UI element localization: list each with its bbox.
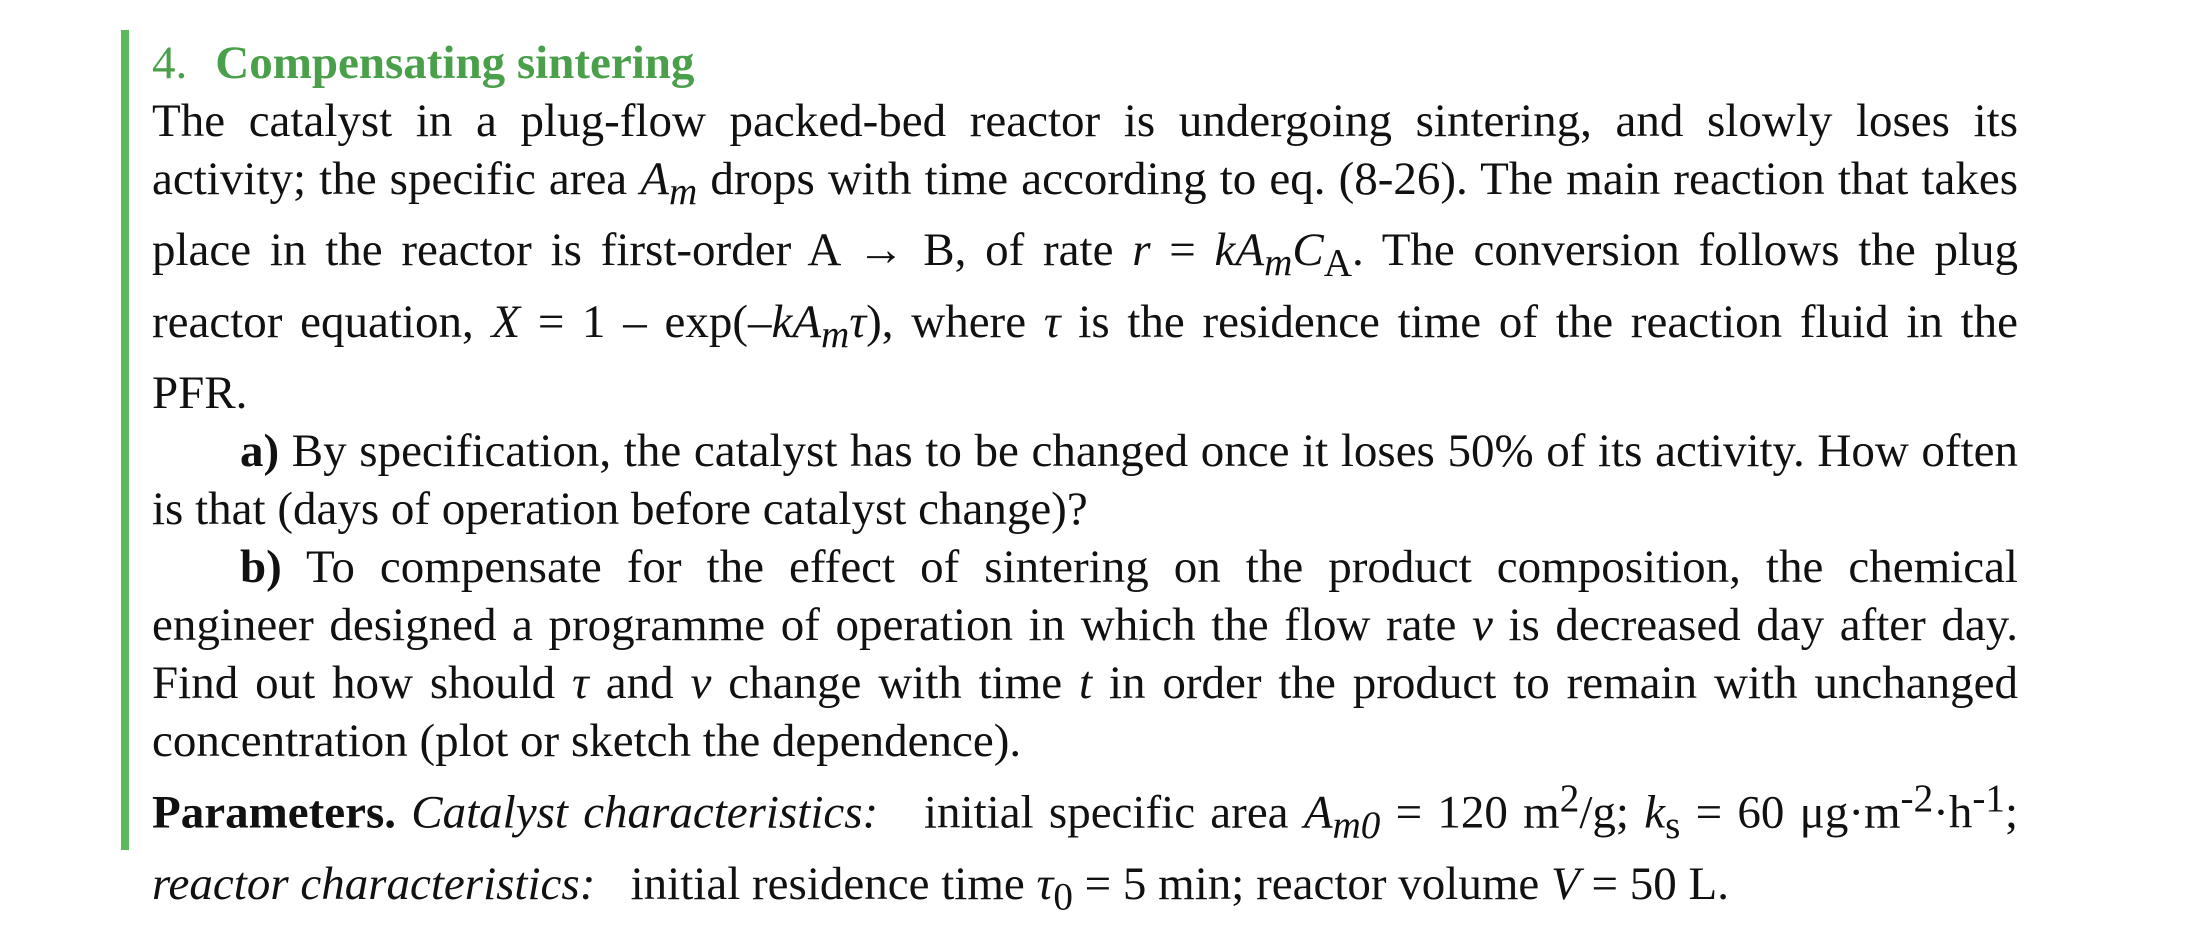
ks-subscript: s — [1665, 804, 1681, 848]
problem-number: 4. — [152, 37, 188, 89]
params-text-7: initial residence time — [618, 858, 1037, 911]
part-a-paragraph — [152, 422, 2018, 538]
green-margin-bar — [121, 30, 129, 850]
rate-k-a: kA — [1214, 224, 1265, 277]
params-text-6: ; — [2004, 786, 2019, 839]
tau-symbol: τ — [1043, 295, 1061, 348]
h-minus1-superscript: -1 — [1972, 777, 2005, 821]
flow-rate-symbol: v — [1472, 599, 1493, 652]
problem-heading — [152, 34, 2018, 92]
intro-text-5: ), where — [866, 295, 1044, 348]
intro-text-3: . The conversion follows the plug reactor equation, — [152, 224, 2019, 348]
ks-symbol: k — [1644, 786, 1666, 839]
part-b-text-3: and — [588, 657, 691, 710]
parameters-paragraph — [152, 770, 2018, 926]
problem-title: Compensating sintering — [215, 37, 695, 89]
params-text-1: initial specific area — [908, 786, 1304, 839]
params-text-9: = 50 L. — [1579, 858, 1729, 911]
exp-k-a: kA — [771, 295, 822, 348]
intro-text-2: drops with time according to eq. (8-26). The main reaction that takes place in the reactor is first-order A → B, of rate — [152, 153, 2018, 277]
params-text-5: ·h — [1933, 786, 1973, 839]
volume-symbol: V — [1551, 858, 1580, 911]
problem-content — [152, 34, 2018, 927]
am-symbol: A — [640, 153, 669, 205]
exp-tau: τ — [849, 295, 867, 348]
m2-superscript: 2 — [1559, 777, 1580, 821]
intro-paragraph — [152, 92, 2018, 422]
part-b-text-1: To compensate for the effect of sintering on the product composition, the chemical engineer designed a programme of operation in which the flow rate — [152, 541, 2018, 652]
part-a-text: By specification, the catalyst has to be changed once it loses 50% of its activity. How often is that (days of operation before catalyst change)? — [152, 425, 2018, 536]
params-text-3: /g; — [1579, 786, 1645, 839]
conversion-symbol: X — [491, 295, 521, 348]
m-minus2-superscript: -2 — [1900, 777, 1934, 821]
intro-text-6: is the residence time of the reaction fluid in the PFR. — [152, 295, 2018, 420]
exp-m-subscript: m — [821, 313, 850, 357]
tau0-symbol: τ — [1036, 858, 1054, 911]
parameters-label: Parameters. — [152, 786, 396, 839]
part-b-label: b) — [240, 541, 282, 594]
intro-text-1: The catalyst in a plug-flow packed-bed reactor is undergoing sintering, and slowly loses its activity; the specific area — [152, 95, 2018, 205]
tau0-subscript: 0 — [1053, 875, 1073, 919]
part-b-v: v — [690, 657, 712, 710]
time-symbol: t — [1079, 657, 1093, 710]
params-text-8: = 5 min; reactor volume — [1072, 858, 1552, 911]
equals-sign: = — [1150, 224, 1215, 277]
part-b-text-4: change with time — [711, 657, 1080, 710]
am-subscript: m — [669, 170, 698, 214]
am0-symbol: A — [1303, 786, 1333, 839]
part-b-paragraph — [152, 538, 2018, 770]
part-a-label: a) — [240, 425, 280, 478]
rate-symbol: r — [1132, 224, 1151, 277]
am0-subscript: m0 — [1332, 804, 1381, 848]
catalyst-characteristics-label: Catalyst characteristics: — [411, 786, 879, 839]
rate-a-subscript: A — [1323, 241, 1353, 285]
part-b-text-5: in order the product to remain with unchanged concentration (plot or sketch the dependence). — [152, 657, 2018, 768]
intro-text-4: = 1 – exp(– — [520, 295, 772, 348]
params-text-4: = 60 μg·m — [1680, 786, 1901, 839]
reactor-characteristics-label: reactor characteristics: — [152, 858, 596, 911]
rate-m-subscript: m — [1264, 241, 1293, 285]
rate-c: C — [1292, 224, 1324, 277]
params-text-2: = 120 m — [1380, 786, 1560, 839]
part-b-tau: τ — [572, 657, 589, 710]
part-b-text-2: is decreased day after day. Find out how should — [152, 599, 2018, 710]
